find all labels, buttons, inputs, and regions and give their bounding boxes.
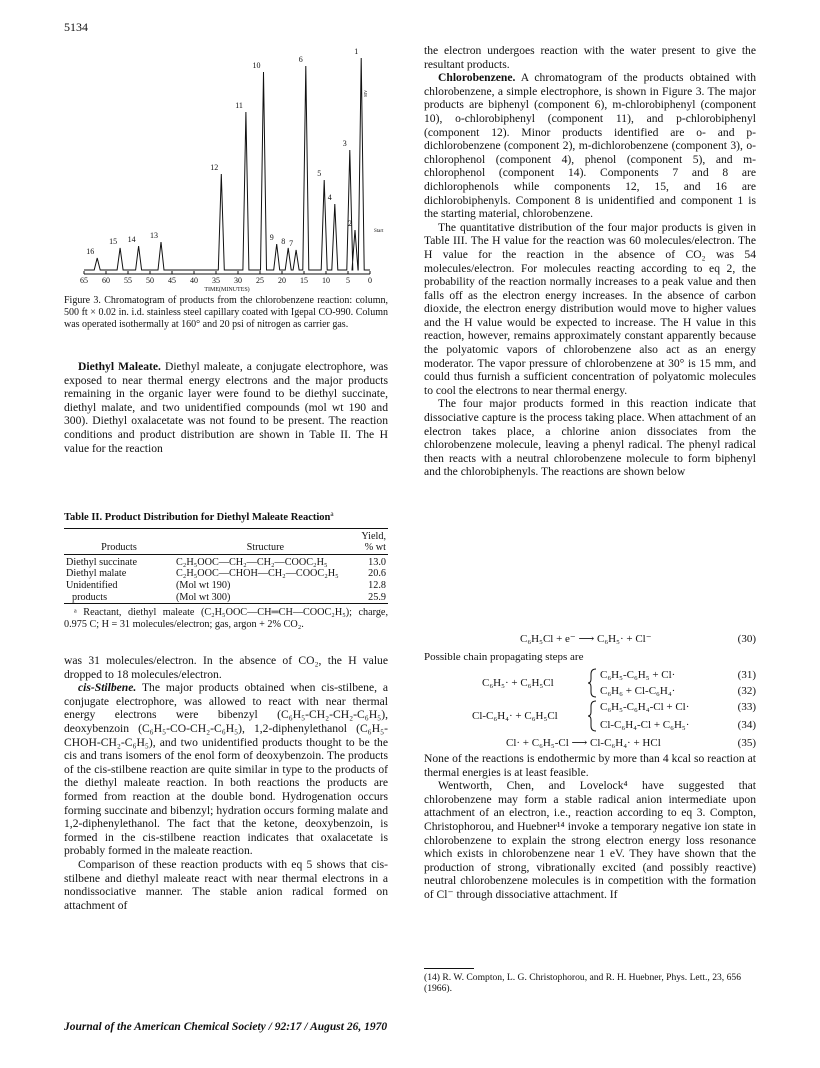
table-row [64,568,388,580]
paragraph-quantitative: The quantitative distribution of the four major products is given in Table III. The H value for the reaction was 60 molecules/electron. The H value for the reaction in the absence of CO₂ was 54 molecules/electron. For molecules reacting according to eq 2, the probability of the reaction normally increases to a peak value and then falls off as the electron energy increases. In the absence of carbon dioxide, the electron energy distribution would move to higher values and the H value would be expected to increase. The H value in this reaction, however, remains approximately constant apparently because the polyatomic vapors of chlorobenzene also act as an energy moderator. The vapor pressure of chlorobenzene at 30° is 15 mm, and could thus furnish a sufficient concentration of polyatomic molecules to cool the electrons to near thermal energy. [424,220,756,397]
equation-number: (35) [737,737,756,749]
equation-text: C₆H₅-C₆H₄-Cl + Cl· [600,701,690,713]
peak-label: 4 [327,193,332,202]
peak-label: 5 [317,169,322,178]
equation-31-32 [424,668,756,698]
paragraph-diethyl-maleate: Diethyl maleate, a conjugate electrophore, was exposed to near thermal energy electrons and the major products remaining in the organic layer were found to be diethyl succinate, diethyl malate, and two unidentified compounds (mol wt 190 and 300). Diethyl oxalacetate was not found to be present. The reaction conditions and product distribution are shown in Table II. The H value for the reaction [64,360,388,455]
table-header-yield: Yield, [361,530,386,542]
peak-label: 12 [210,163,219,172]
equation-number: (33) [737,701,756,713]
left-column-top [64,360,388,455]
axis-tick-label: 65 [80,276,88,285]
axis-tick-label: 20 [278,276,286,285]
equation-lhs: C₆H₅· + C₆H₅Cl [482,677,554,689]
axis-tick-label: 15 [300,276,308,285]
journal-footer: Journal of the American Chemical Society / 92:17 / August 26, 1970 [64,1021,388,1033]
table-row [64,557,388,569]
table-title: Table II. Product Distribution for Diethyl Maleate Reaction [64,512,331,523]
section-heading-cis-stilbene: cis-Stilbene. [78,681,137,695]
equation-text: C₆H₅-C₆H₅ + Cl· [600,669,676,681]
peak-label: 9 [269,233,274,242]
chromatogram-figure [64,44,388,302]
equation-33-34 [424,700,756,732]
peak-label: 11 [235,101,243,110]
brace-icon [588,668,598,698]
right-column-lower [424,752,756,902]
table-row [64,580,388,592]
axis-tick-label: 10 [322,276,330,285]
peak-label: 16 [86,247,95,256]
peak-label: 1 [354,47,359,56]
page-number: 5134 [64,20,88,34]
table-header-structure: Structure [246,542,284,554]
paragraph-chlorobenzene: A chromatogram of the products obtained with chlorobenzene, a simple electrophore, is shown in Figure 3. The major products are biphenyl (component 6), m-chlorobiphenyl (component 10), o-chlorobiphenyl (component 11), and p-chlorobiphenyl (component 12). Minor products identified are o- and p-dichlorobenzene (component 2), m-dichlorobenzene (component 3), o-chlorophenol (component 4), phenol (component 5), and m-chlorophenol (component 14). Components 7 and 8 are dichlorophenols while components 12, 15, and 16 are dichlorobiphenyls. Component 8 is unidentified and component 1 is the starting material, chlorobenzene. [424,71,756,221]
paragraph-continuation: the electron undergoes reaction with the water present to give the resultant products. [424,44,756,71]
table-ii [64,509,388,630]
peak-label: 8 [281,237,286,246]
paragraph-comparison: Comparison of these reaction products with eq 5 shows that cis-stilbene and diethyl maleate react with near thermal electrons in a nondissociative manner. The stable anion radical formed on attachment of [64,857,388,912]
axis-tick-label: 25 [256,276,264,285]
table-cell-yield: 12.8 [368,579,386,591]
axis-tick-label: 35 [212,276,220,285]
table-row [64,592,388,604]
paragraph-h-value: was 31 molecules/electron. In the absence of CO₂, the H value dropped to 18 molecules/electron. [64,654,388,681]
axis-tick-label: 0 [368,276,372,285]
peak-label: 14 [127,235,136,244]
paragraph-cis-stilbene: The major products obtained when cis-stilbene, a conjugate electrophore, was allowed to react with near thermal energy electrons were bibenzyl (C₆H₅-CH₂-CH₂-C₆H₅), deoxybenzoin (C₆H₅-CO-CH₂-C₆H₅), 1,2-diphenylethanol (C₆H₅-CHOH-CH₂-C₆H₅), and two unidentified products thought to be the cis and trans isomers of the enol form of deoxybenzoin. The products of the cis-stilbene reaction are quite similar in type to the products of the diethyl maleate reaction. In both reactions the products are formed from reaction at the double bond. Hydrogenation occurs forming succinate and bibenzyl; hydration occurs forming malate and 1,2-diphenylethanol. The fact that the ketone, deoxybenzoin, is formed in the cis-stilbene reaction indicates that oxalacetate is probably formed in the maleate reaction. [64,681,388,858]
table-cell-product: Unidentified [66,579,118,591]
table-title-mark: a [330,509,334,518]
axis-tick-label: 55 [124,276,132,285]
equation-30 [424,632,756,648]
equation-number: (32) [737,685,756,697]
peak-label: 7 [289,239,294,248]
equation-number: (31) [737,669,756,681]
left-column-bottom [64,654,388,912]
equation-text: Cl· + C₆H₅-Cl ⟶ Cl-C₆H₄· + HCl [506,737,661,749]
paragraph-endothermic: None of the reactions is endothermic by more than 4 kcal so reaction at thermal energies is at least feasible. [424,752,756,779]
axis-title: TIME(MINUTES) [204,287,250,293]
equation-text: Cl-C₆H₄-Cl + C₆H₅· [600,719,690,731]
paragraph-major-products: The four major products formed in this reaction indicate that dissociative capture is the process taking place. When attachment of an electron takes place, a chlorine anion dissociates from the chlorobenzene molecule, leaving a phenyl radical. The phenyl radical then reacts with a neutral chlorobenzene molecule to form biphenyl and the chlorobiphenyls. The reactions are shown below [424,397,756,479]
axis-tick-label: 60 [102,276,110,285]
right-column [424,44,756,479]
start-label: Start [374,229,384,234]
footnote-14: (14) R. W. Compton, L. G. Christophorou, and R. H. Huebner, Phys. Lett., 23, 656 (1966). [424,972,741,994]
axis-tick-label: 30 [234,276,242,285]
peak-label: 6 [298,55,303,64]
table-cell-structure: (Mol wt 300) [176,591,231,603]
table-cell-structure: C₂H₅OOC—CHOH—CH₂—COOC₂H₅ [176,568,339,580]
table-cell-yield: 13.0 [368,556,386,568]
axis-tick-label: 45 [168,276,176,285]
footnote-rule [424,968,474,969]
chain-intro: Possible chain propagating steps are [424,651,584,663]
table-cell-yield: 25.9 [368,591,386,603]
table-header-wt: % wt [364,542,386,554]
peak-label: 15 [109,237,118,246]
equation-block [424,632,756,752]
axis-tick-label: 50 [146,276,154,285]
peak-label: 10 [252,61,261,70]
paragraph-wentworth: Wentworth, Chen, and Lovelock⁴ have suggested that chlorobenzene may form a stable radical anion intermediate upon attachment of an electron, i.e., reaction according to eq 3. Compton, Christophorou, and Huebner¹⁴ invoke a temporary negative ion state in chlorobenzene to explain the strong electron energy loss resonance which exists in chlorobenzene near 1 eV. They have shown that the production of strong, vibrationally excited (and possibly reactive) neutral chlorobenzene molecules is in competition with the formation of Cl⁻ through dissociative attachment. If [424,779,756,901]
axis-tick-label: 5 [346,276,350,285]
table-header-products: Products [101,542,137,554]
table-footnote: ᵃ Reactant, diethyl maleate (C₂H₅OOC—CH═CH—COOC₂H₅); charge, 0.975 C; H = 31 molecules/electron; gas, argon + 2% CO₂. [64,607,388,630]
table-cell-product: products [72,591,108,603]
section-heading-chlorobenzene: Chlorobenzene. [438,71,516,85]
peak-label: 3 [342,139,347,148]
equation-lhs: Cl-C₆H₄· + C₆H₅Cl [472,710,558,722]
equation-text: C₆H₆ + Cl-C₆H₄· [600,685,676,697]
section-heading-diethyl-maleate: Diethyl Maleate. [78,360,161,373]
peak-label: 2 [348,219,352,228]
peak-label: 13 [150,231,158,240]
brace-icon [588,700,598,732]
equation-number: (34) [737,719,756,731]
table-cell-structure: (Mol wt 190) [176,579,231,591]
equation-number: (30) [737,633,756,645]
table-cell-product: Diethyl succinate [66,556,138,568]
figure-caption: Figure 3. Chromatogram of products from the chlorobenzene reaction: column, 500 ft × 0.02 in. i.d. stainless steel capillary coated with Igepal CO-990. Column was operated isothermally at 160° and 20 psi of nitrogen as carrier gas. [64,295,388,330]
table-cell-product: Diethyl malate [66,568,127,580]
table-cell-structure: C₂H₅OOC—CH₂—CH₂—COOC₂H₅ [176,556,328,568]
axis-tick-label: 40 [190,276,198,285]
table-cell-yield: 20.6 [368,568,386,580]
air-label: AIR [363,90,369,97]
equation-text: C₆H₅Cl + e⁻ ⟶ C₆H₅· + Cl⁻ [520,633,652,645]
equation-35 [424,736,756,752]
